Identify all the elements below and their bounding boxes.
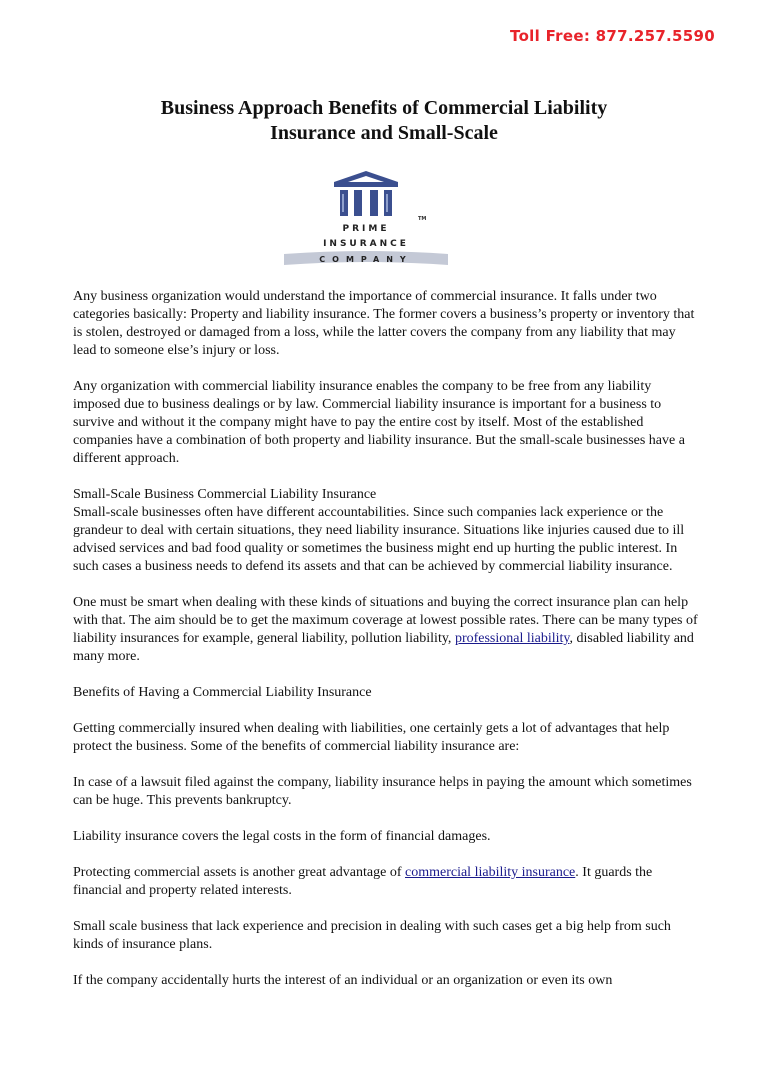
section-heading-small-scale: Small-Scale Business Commercial Liability Insurance [73,487,377,502]
document-body [73,288,698,1008]
title-line-2: Insurance and Small-Scale [270,122,498,144]
paragraph-small-scale: Small-scale businesses often have different accountabilities. Since such companies lack experience or the grandeur to deal with certain situations, they need liability insurance. Situations like injuries caused due to ill advised services and bad food quality or sometimes the business might end up hurting the public interest. In such cases a business needs to defend its assets and that can be achieved by commercial liability insurance. [73,505,685,574]
logo-insurance: INSURANCE [323,239,409,249]
section-small-scale [73,486,698,576]
paragraph-assets-text-end: . It guards the financial and property related interests. [73,865,653,898]
prime-insurance-logo [278,170,454,270]
paragraph-liability: Any organization with commercial liability insurance enables the company to be free from any liability imposed due to business dealings or by law. Commercial liability insurance is important for a business to survive and without it the company might have to pay the entire cost by itself. Most of the established companies have a combination of both property and liability insurance. But the small-scale businesses have a different approach. [73,379,685,466]
paragraph-accidental-harm: If the company accidentally hurts the interest of an individual or an organization or even its own [73,973,613,988]
logo-prime: PRIME [342,224,390,234]
paragraph-smart-dealing [73,594,698,666]
paragraph-smart-text: One must be smart when dealing with these kinds of situations and buying the correct insurance plan can help with that. The aim should be to get the maximum coverage at lowest possible rates. There can be many types of liability insurances for example, general liability, pollution liability, [73,595,698,646]
paragraph-legal-costs: Liability insurance covers the legal costs in the form of financial damages. [73,829,491,844]
paragraph-intro: Any business organization would understand the importance of commercial insurance. It falls under two categories basically: Property and liability insurance. The former covers a business’s property or inventory that is stolen, destroyed or damaged from a loss, while the latter covers the company from any liability that may lead to someone else’s injury or loss. [73,289,695,358]
toll-free-number: Toll Free: 877.257.5590 [510,27,715,45]
paragraph-benefits-intro: Getting commercially insured when dealing with liabilities, one certainly gets a lot of advantages that help protect the business. Some of the benefits of commercial liability insurance are: [73,721,670,754]
commercial-liability-insurance-link[interactable]: commercial liability insurance [405,865,576,880]
paragraph-smart-text-end: , disabled liability and many more. [73,631,694,664]
document-title [60,96,708,146]
logo-tm: TM [418,216,427,222]
paragraph-assets-text: Protecting commercial assets is another great advantage of [73,865,405,880]
paragraph-small-business-help: Small scale business that lack experience and precision in dealing with such cases get a big help from such kinds of insurance plans. [73,919,671,952]
professional-liability-link[interactable]: professional liability [454,631,570,646]
logo-company: COMPANY [319,255,413,264]
title-line-1: Business Approach Benefits of Commercial Liability [160,97,608,119]
paragraph-lawsuit: In case of a lawsuit filed against the company, liability insurance helps in paying the amount which sometimes can be huge. This prevents bankruptcy. [73,775,692,808]
paragraph-assets [73,864,698,900]
section-heading-benefits: Benefits of Having a Commercial Liability Insurance [73,685,372,700]
